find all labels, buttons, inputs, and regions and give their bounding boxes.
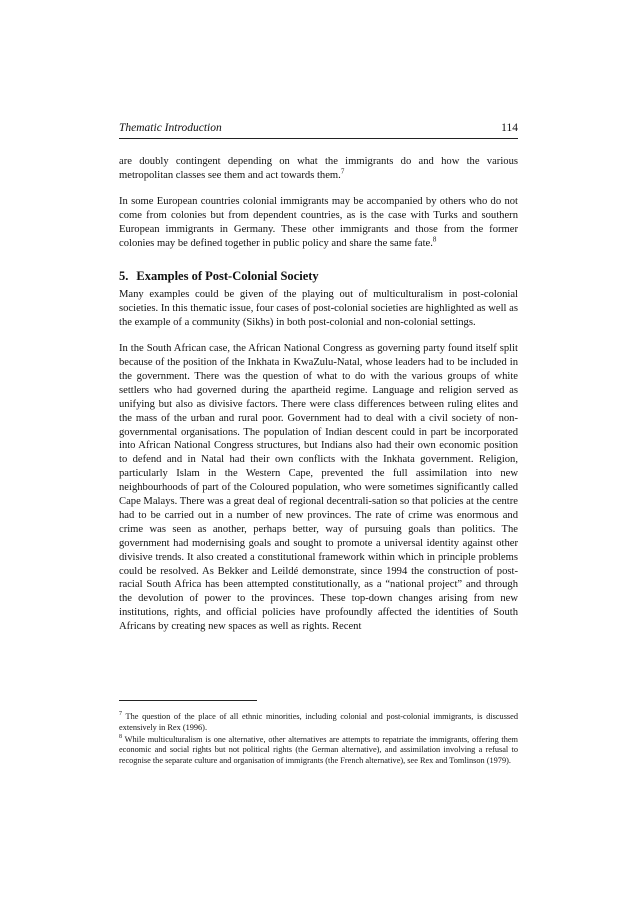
footnote-mark: 7 — [119, 711, 122, 718]
paragraph: In the South African case, the African National Congress as governing party found itself split because of the position of the Inkhata in KwaZulu-Natal, whose leaders had to be included in the government. There was the question of what to do with the various groups of white settlers who had governed during the apartheid regime. Language and religion served as unifying but also as divisive factors. There were class differences between ruling elites and the mass of the urban and rural poor. Government had to deal with a civil society of non-governmental organisations. The population of Indian descent could in part be incorporated into African National Congress structures, but Indians also had their own economic position to defend and in Natal had their own conflicts with the Inkhata government. Religion, particularly Islam in the Western Cape, prevented the full assimilation into new neighbourhoods of part of the Coloured population, who were sometimes significantly called Cape Malays. There was a great deal of regional decentrali-sation so that policies at the centre had to be carried out in a number of new provinces. The rate of crime was enormous and crime was seen as another, perhaps better, way of pursuing goals than politics. The government had modernising goals and sought to promote a universal identity against other divisive trends. It also created a constitutional framework within which in principle problems could be resolved. As Bekker and Leildé demonstrate, since 1994 the construction of post-racial South Africa has been attempted constitutionally, as a “national project” and through the devolution of power to the provinces. These top-down changes arising from new institutions, rights, and official policies have profoundly affected the identities of South Africans by creating new spaces as well as rights. Recent — [119, 343, 518, 633]
paragraph: Many examples could be given of the playing out of multiculturalism in post-colonial societies. In this thematic issue, four cases of post-colonial societies are highlighted as well as the example of a community (Sikhs) in both post-colonial and non-colonial settings. — [119, 289, 518, 329]
running-title: Thematic Introduction — [119, 122, 222, 134]
paragraph — [119, 195, 518, 251]
footnote-ref[interactable]: 7 — [340, 167, 345, 176]
footnote — [119, 712, 518, 734]
footnotes — [119, 712, 518, 768]
section-number: 5. — [119, 269, 129, 284]
body-text — [119, 155, 518, 646]
paragraph-text: In some European countries colonial immigrants may be accompanied by others who do not come from colonies but from dependent countries, as is the case with Turks and southern European immigrants in Germany. These other immigrants and those from the former colonies may be defined together in public policy and share the same fate. — [119, 195, 518, 249]
section-heading — [119, 270, 518, 284]
footnote-divider — [119, 700, 257, 701]
footnote-text: The question of the place of all ethnic minorities, including colonial and post-colonial immigrants, is discussed extensively in Rex (1996). — [119, 712, 518, 732]
footnote-mark: 8 — [119, 733, 122, 740]
footnote — [119, 735, 518, 767]
section-title: Examples of Post-Colonial Society — [136, 269, 319, 284]
footnote-text: While multiculturalism is one alternative, other alternatives are attempts to repatriate the immigrants, offering them economic and social rights but not political rights (the German alternative), and assimilation involving a refusal to recognise the separate culture and organisation of immigrants (the French alternative), see Rex and Tomlinson (1979). — [119, 734, 518, 766]
header-divider — [119, 138, 518, 139]
paragraph — [119, 155, 518, 183]
footnote-ref[interactable]: 8 — [432, 235, 437, 243]
running-header — [119, 122, 518, 134]
paragraph-text: are doubly contingent depending on what the immigrants do and how the various metropolitan classes see them and act towards them. — [119, 156, 518, 181]
page-number: 114 — [501, 122, 518, 134]
